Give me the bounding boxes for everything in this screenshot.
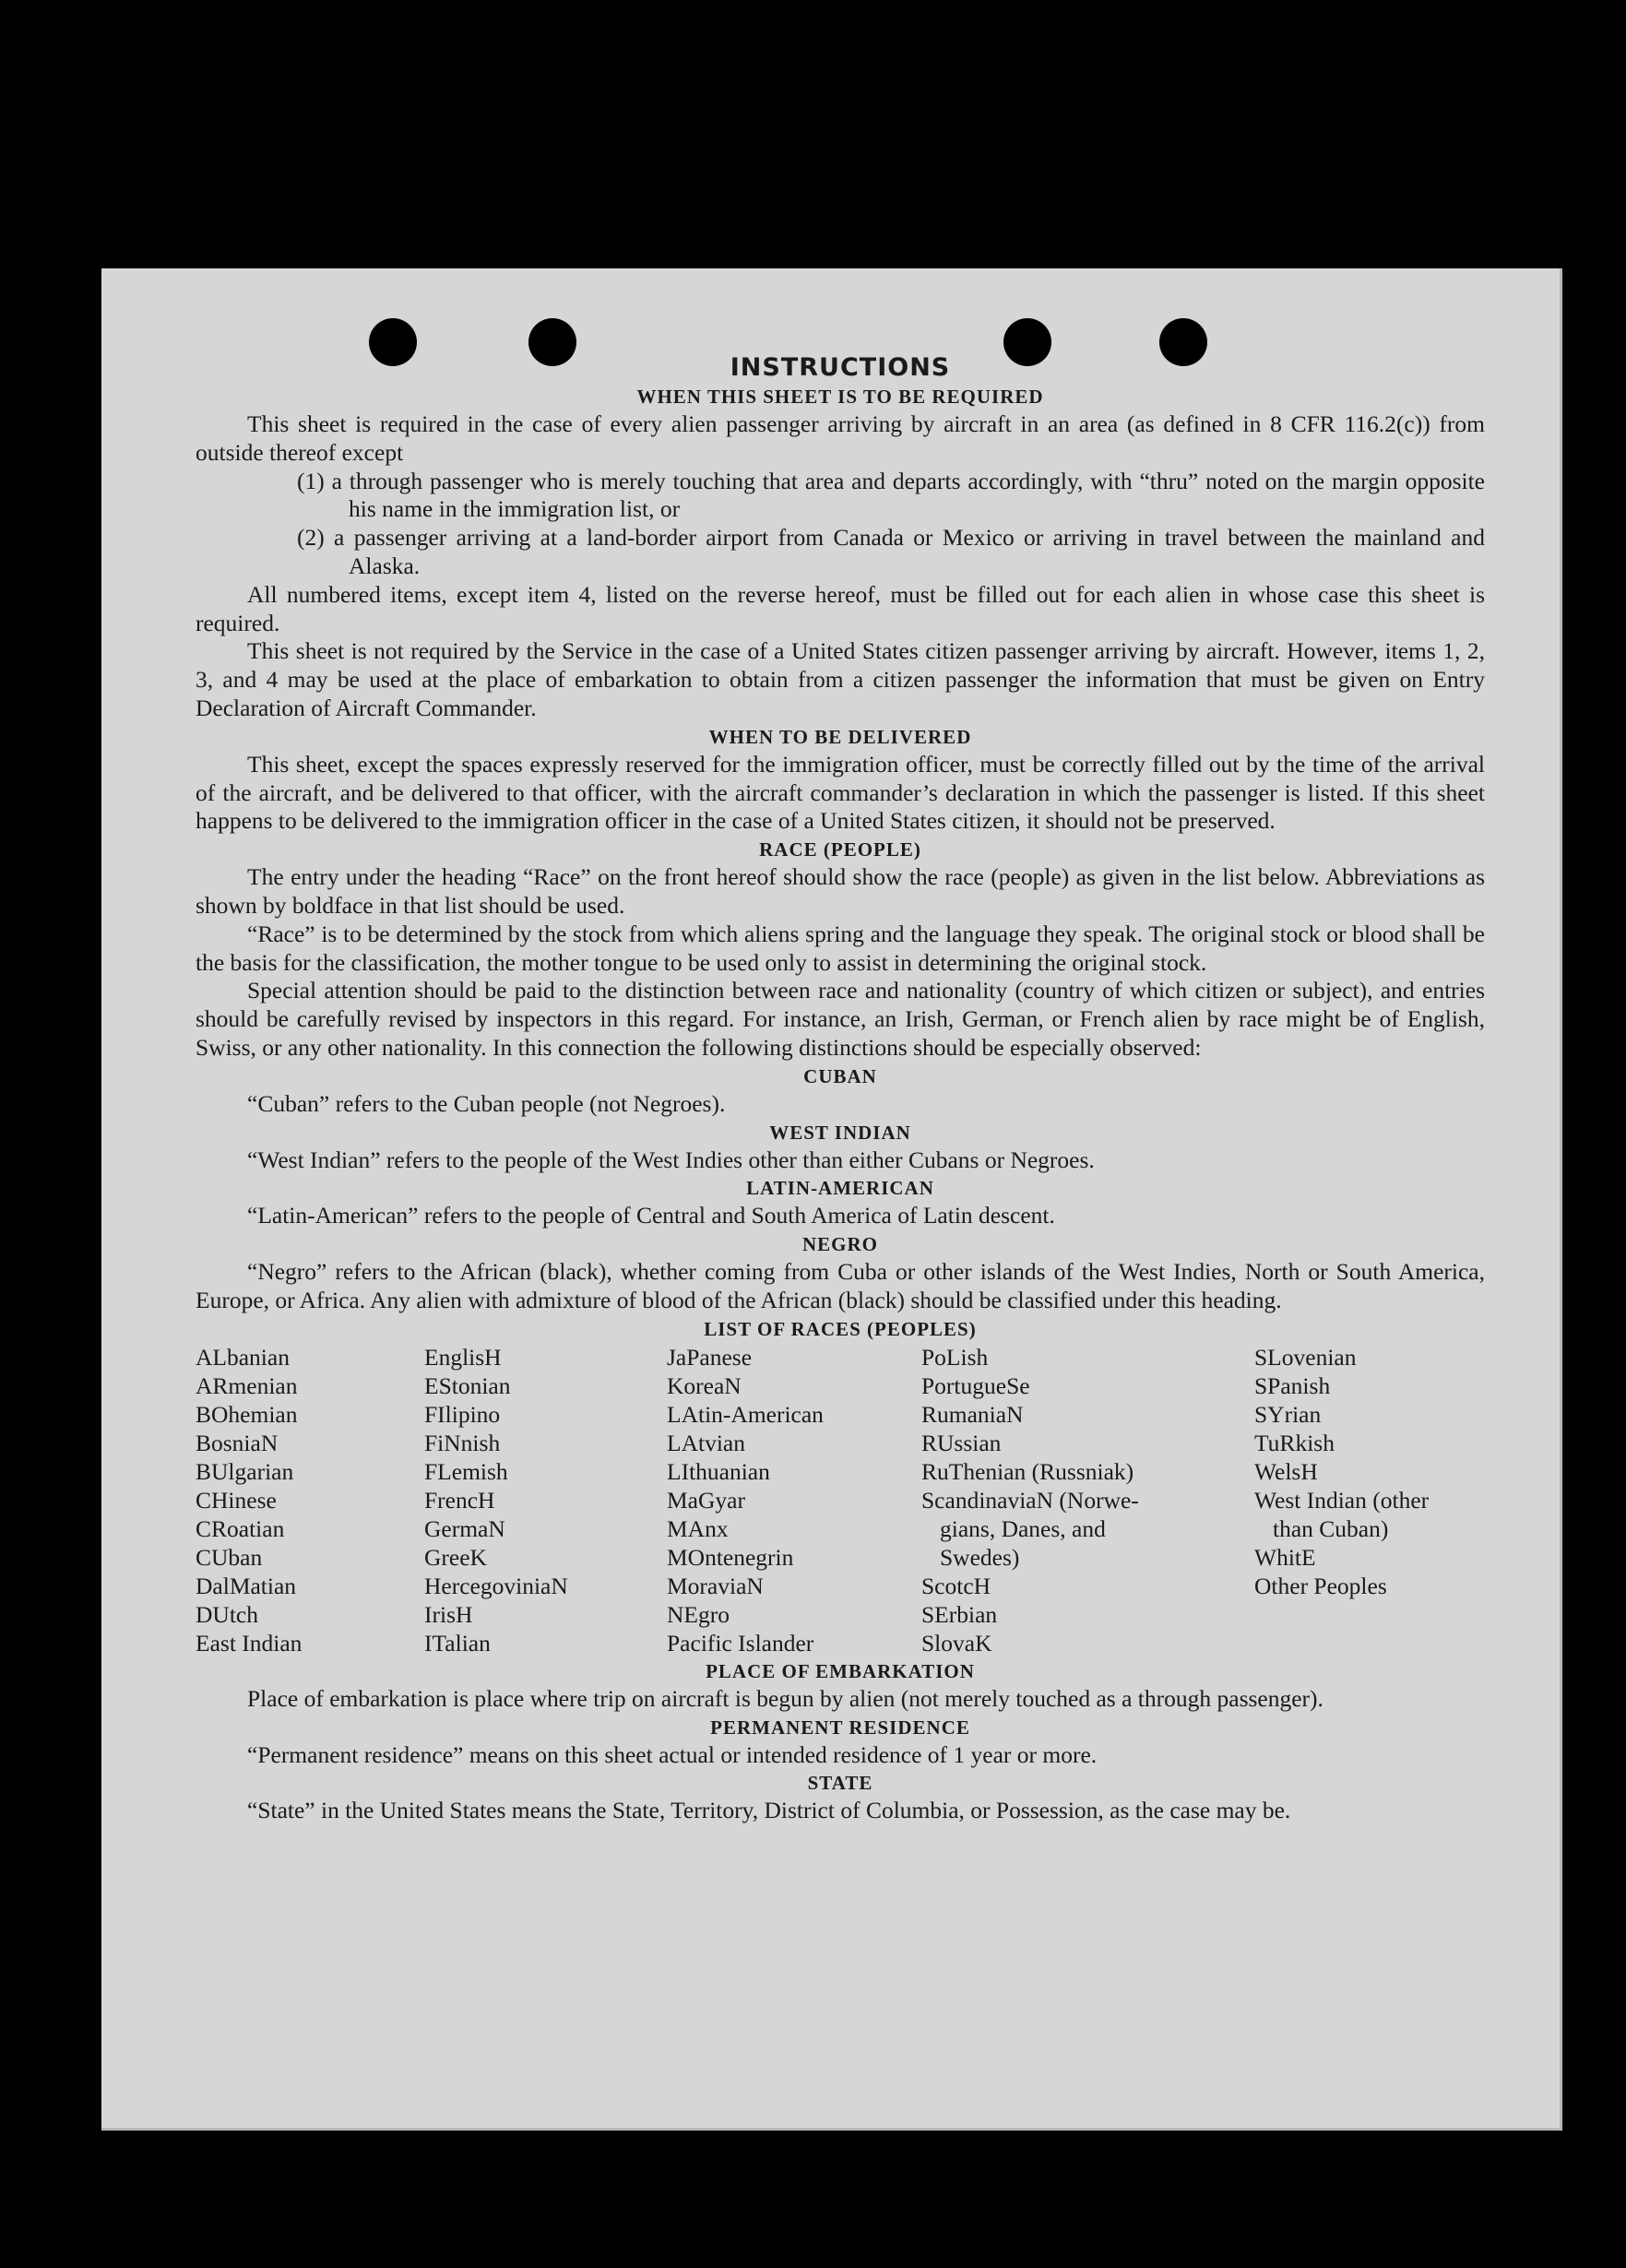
race-entry: MOntenegrin (667, 1543, 794, 1571)
paragraph: This sheet, except the spaces expressly reserved for the immigration officer, must be correctly filled out by the time of the arrival of the aircraft, and be delivered to that officer, with the aircraft commander’s declaration in which the passenger is listed. If this sheet happens to be delivered to the immigration officer in the case of a United States citizen, it should not be preserved. (196, 750, 1485, 835)
race-entry: LIthuanian (667, 1457, 770, 1485)
race-entry: CUban (196, 1543, 263, 1571)
paragraph: The entry under the heading “Race” on the front hereof should show the race (people) as given in the list below. Abbreviations as shown by boldface in that list should be used. (196, 863, 1485, 919)
race-entry: FLemish (424, 1457, 508, 1485)
race-entry: DalMatian (196, 1572, 297, 1599)
race-entry: WelsH (1254, 1457, 1318, 1485)
race-entry: ARmenian (196, 1371, 298, 1399)
paragraph: Place of embarkation is place where trip on aircraft is begun by alien (not merely touched as a through passenger). (247, 1684, 1323, 1712)
paragraph: “Latin-American” refers to the people of Central and South America of Latin descent. (247, 1202, 1055, 1229)
section-heading: LATIN-AMERICAN (746, 1177, 934, 1200)
races-column (921, 1343, 1254, 1657)
race-entry: BUlgarian (196, 1457, 294, 1485)
race-entry: NEgro (667, 1600, 730, 1628)
race-entry: KoreaN (667, 1371, 742, 1399)
race-entry: ALbanian (196, 1343, 290, 1371)
race-entry: MAnx (667, 1514, 729, 1542)
race-entry: LAtin-American (667, 1400, 824, 1428)
races-column (196, 1343, 424, 1657)
paragraph: “Permanent residence” means on this sheet actual or intended residence of 1 year or more. (247, 1740, 1098, 1768)
race-entry: PortugueSe (921, 1371, 1030, 1399)
section-heading: WHEN TO BE DELIVERED (708, 725, 972, 748)
races-column (424, 1343, 667, 1657)
races-column (1254, 1343, 1485, 1657)
race-entry: PoLish (921, 1343, 989, 1371)
race-entry: Swedes) (940, 1543, 1020, 1571)
section-heading: PLACE OF EMBARKATION (706, 1659, 975, 1682)
race-entry: LAtvian (667, 1429, 745, 1456)
race-entry: EStonian (424, 1371, 511, 1399)
race-entry: SlovaK (921, 1629, 992, 1656)
section-heading: LIST OF RACES (PEOPLES) (704, 1317, 977, 1340)
paragraph: “West Indian” refers to the people of the West Indies other than either Cubans or Negroes. (247, 1146, 1095, 1173)
race-entry: HercegoviniaN (424, 1572, 568, 1599)
section-heading: CUBAN (803, 1064, 877, 1087)
race-entry: ScandinaviaN (Norwe- (921, 1486, 1139, 1514)
section-heading: WEST INDIAN (769, 1121, 911, 1144)
race-entry: ScotcH (921, 1572, 991, 1599)
race-entry: SPanish (1254, 1371, 1331, 1399)
race-entry: EnglisH (424, 1343, 502, 1371)
race-entry: MoraviaN (667, 1572, 764, 1599)
list-item: (2) a passenger arriving at a land-border airport from Canada or Mexico or arriving in travel between the mainland and Alaska. (297, 524, 1485, 579)
races-table (196, 1343, 1485, 1657)
race-entry: FrencH (424, 1486, 495, 1514)
section-heading: WHEN THIS SHEET IS TO BE REQUIRED (636, 386, 1044, 408)
race-entry: FIlipino (424, 1400, 501, 1428)
race-entry: than Cuban) (1273, 1514, 1389, 1542)
section-heading: STATE (807, 1772, 873, 1795)
list-item: (1) a through passenger who is merely touching that area and departs accordingly, with “thru” noted on the margin opposite his name in the immigration list, or (297, 467, 1485, 523)
race-entry: JaPanese (667, 1343, 753, 1371)
race-entry: gians, Danes, and (940, 1514, 1106, 1542)
race-entry: TuRkish (1254, 1429, 1335, 1456)
paragraph: “State” in the United States means the State, Territory, District of Columbia, or Possession, as the case may be. (247, 1797, 1291, 1824)
race-entry: BosniaN (196, 1429, 279, 1456)
race-entry: West Indian (other (1254, 1486, 1430, 1514)
race-entry: Other Peoples (1254, 1572, 1387, 1599)
races-column (667, 1343, 921, 1657)
paragraph: This sheet is required in the case of every alien passenger arriving by aircraft in an area (as defined in 8 CFR 116.2(c)) from outside thereof except (196, 410, 1485, 466)
race-entry: WhitE (1254, 1543, 1316, 1571)
race-entry: MaGyar (667, 1486, 745, 1514)
paragraph: “Cuban” refers to the Cuban people (not Negroes). (247, 1089, 726, 1117)
paragraph: Special attention should be paid to the distinction between race and nationality (country of which citizen or subject), and entries should be carefully revised by inspectors in this regard. For instance, an Irish, German, or French alien by race might be of English, Swiss, or any other nationality. In this connection the following distinctions should be especially observed: (196, 977, 1485, 1061)
race-entry: ITalian (424, 1629, 491, 1656)
race-entry: SLovenian (1254, 1343, 1357, 1371)
race-entry: RUssian (921, 1429, 1002, 1456)
paragraph: All numbered items, except item 4, listed on the reverse hereof, must be filled out for each alien in whose case this sheet is required. (196, 580, 1485, 636)
paragraph: “Race” is to be determined by the stock from which aliens spring and the language they speak. The original stock or blood shall be the basis for the classification, the mother tongue to be used only to assist in determining the original stock. (196, 920, 1485, 976)
race-entry: Pacific Islander (667, 1629, 814, 1656)
race-entry: RumaniaN (921, 1400, 1024, 1428)
section-heading: NEGRO (801, 1233, 878, 1256)
race-entry: RuThenian (Russniak) (921, 1457, 1134, 1485)
instructions-content (196, 353, 1485, 1825)
paragraph: “Negro” refers to the African (black), whether coming from Cuba or other islands of the West Indies, North or South America, Europe, or Africa. Any alien with admixture of blood of the African (black) should be classified under this heading. (196, 1258, 1485, 1313)
form-sheet (101, 268, 1562, 2131)
race-entry: BOhemian (196, 1400, 298, 1428)
race-entry: GreeK (424, 1543, 487, 1571)
section-heading: PERMANENT RESIDENCE (710, 1716, 970, 1739)
page-title: INSTRUCTIONS (730, 353, 951, 382)
race-entry: CRoatian (196, 1514, 285, 1542)
race-entry: SErbian (921, 1600, 998, 1628)
race-entry: CHinese (196, 1486, 277, 1514)
race-entry: East Indian (196, 1629, 303, 1656)
section-heading: RACE (PEOPLE) (759, 838, 921, 861)
race-entry: GermaN (424, 1514, 505, 1542)
race-entry: SYrian (1254, 1400, 1322, 1428)
race-entry: FiNnish (424, 1429, 501, 1456)
race-entry: DUtch (196, 1600, 258, 1628)
race-entry: IrisH (424, 1600, 473, 1628)
paragraph: This sheet is not required by the Service in the case of a United States citizen passenger arriving by aircraft. However, items 1, 2, 3, and 4 may be used at the place of embarkation to obtain from a citizen passenger the information that must be given on Entry Declaration of Aircraft Commander. (196, 637, 1485, 721)
